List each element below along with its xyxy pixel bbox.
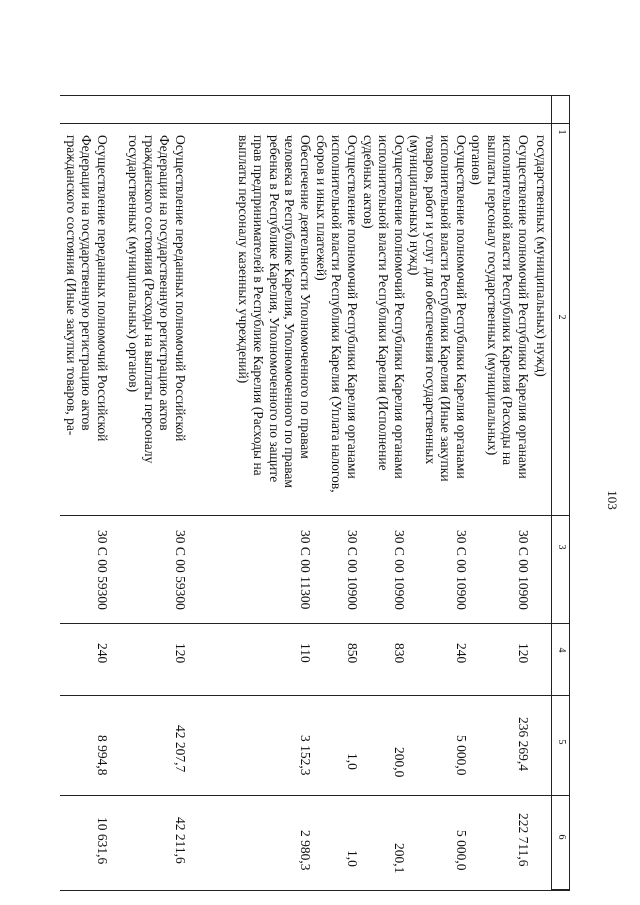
table-row-code: 30 С 00 11300 [298,530,313,610]
table-row-description: Осуществление полномочий Республики Карелия органами исполнительной власти Республики Карелия (Уплата налогов, сборов и иных платежей) [314,135,360,493]
table-row-sum1: 42 207,7 [173,725,188,773]
table-row-sum2: 10 631,6 [95,817,110,865]
header-col-5: 5 [556,739,567,745]
table-header [551,95,570,890]
header-col-4: 4 [556,647,567,653]
table-row-vr: 110 [298,643,313,663]
table-row-code: 30 С 00 59300 [95,530,110,610]
page-number: 103 [605,490,620,510]
table-row-description: Обеспечение деятельности Уполномоченного по правам человека в Республике Карелия, Уполномоченного по правам ребенка в Республике Карелия, Уполномоченного по защите прав предпринимателей в Республике Карелия (Расходы на выплаты персоналу казенных учреждений) [236,135,313,488]
table-row-code: 30 С 00 10900 [454,530,469,610]
header-col-6: 6 [556,834,567,840]
table-row-description: Осуществление полномочий Республики Карелия органами исполнительной власти Республики Карелия (Расходы на выплаты персоналу государственных (муниципальных) органов) [469,135,531,479]
table-row-code: 30 С 00 10900 [516,530,531,610]
table-row-sum1: 3 152,3 [298,735,313,776]
table-row-sum2: 2 980,3 [298,830,313,871]
table-row-sum2: 1,0 [345,850,360,867]
header-col-3: 3 [556,544,567,550]
table-row-sum2: 5 000,0 [454,830,469,871]
table-row-vr: 240 [95,643,110,664]
table-row-description: Осуществление переданных полномочий Российской Федерации на государственную регистрацию актов гражданского состояния (Расходы на выплаты персоналу государственных (муниципальных) органов) [126,135,188,464]
table-row-vr: 240 [454,643,469,664]
table-row-sum1: 236 269,4 [516,717,531,771]
table-row-description: Осуществление переданных полномочий Российской Федерации на государственную регистрацию актов гражданского состояния (Иные закупки товаров, ра- [64,135,110,442]
table-row-sum2: 222 711,6 [516,813,531,867]
table-row-code: 30 С 00 10900 [392,530,407,610]
table-row-sum1: 1,0 [345,753,360,770]
table-row-code: 30 С 00 10900 [345,530,360,610]
table-row-code: 30 С 00 59300 [173,530,188,610]
table-row-sum1: 8 994,8 [95,735,110,776]
budget-table [60,95,570,890]
header-col-2: 2 [556,314,567,320]
table-row-vr: 830 [392,643,407,664]
table-row-sum1: 5 000,0 [454,735,469,776]
header-col-1: 1 [556,129,567,135]
table-row-sum2: 200,1 [392,843,407,874]
table-row-vr: 120 [516,643,531,664]
table-row-sum2: 42 211,6 [173,817,188,864]
table-row-vr: 850 [345,643,360,664]
table-row-vr: 120 [173,643,188,664]
table-row-sum1: 200,0 [392,747,407,778]
table-row-description: Осуществление полномочий Республики Карелия органами исполнительной власти Республики Карелия (Иные закупки товаров, работ и услуг для обеспечения государственных (муниципальных) нужд) [407,135,469,482]
table-row-description: Осуществление полномочий Республики Карелия органами исполнительной власти Республики Карелия (Исполнение судебных актов) [361,135,407,479]
table-row-description: государственных (муниципальных) нужд) [534,135,549,377]
